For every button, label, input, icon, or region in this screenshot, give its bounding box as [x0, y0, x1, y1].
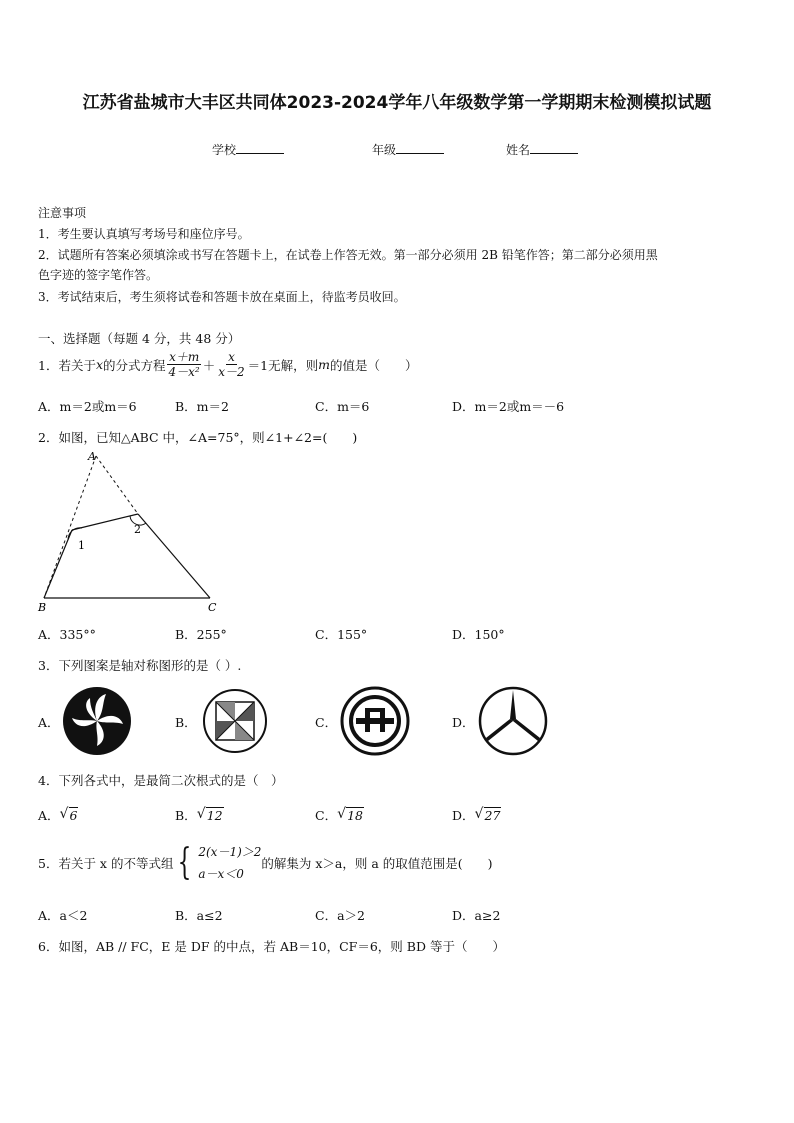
section-heading: 一、选择题（每题 4 分，共 48 分） — [38, 331, 241, 346]
q2-option-b[interactable]: B．255° — [175, 627, 227, 642]
q1-option-d[interactable]: D．m＝2或m＝－6 — [452, 399, 565, 414]
bauhinia-logo-icon — [62, 686, 132, 756]
q4-b-label: B． — [175, 808, 197, 823]
q4-c-label: C． — [315, 808, 338, 823]
sqrt-symbol: √ 27 — [474, 806, 501, 823]
q5-inequality-system — [173, 841, 261, 885]
angle-2-label: 2 — [134, 523, 141, 536]
question-5 — [38, 841, 493, 885]
q1-mid: 的分式方程 — [103, 357, 166, 373]
angle-1-label: 1 — [78, 539, 85, 552]
q1-var: x — [95, 357, 104, 372]
q4-option-c[interactable] — [315, 806, 364, 824]
q5-option-c[interactable]: C．a＞2 — [315, 908, 365, 923]
note-item: 3．考试结束后，考生须将试卷和答题卡放在桌面上，待监考员收回。 — [38, 290, 406, 304]
pinwheel-logo-icon — [202, 688, 268, 754]
name-label: 姓名 — [506, 143, 531, 157]
q4-c-radicand: 18 — [347, 808, 363, 823]
sqrt-symbol: √ 12 — [196, 806, 223, 823]
q5-option-d[interactable]: D．a≥2 — [452, 908, 501, 923]
note-item: 1．考生要认真填写考场号和座位序号。 — [38, 227, 250, 241]
side-ac-dashed — [96, 456, 138, 514]
q1-fraction-1 — [167, 350, 202, 379]
notes-heading: 注意事项 — [38, 206, 87, 220]
q4-a-radicand: 6 — [69, 808, 78, 823]
note-item: 色字迹的签字笔作答。 — [38, 268, 159, 282]
q5-option-b[interactable]: B．a≤2 — [175, 908, 223, 923]
grade-field — [372, 141, 444, 158]
q5-post: 的解集为 x＞a，则 a 的取值范围是( ) — [261, 856, 493, 871]
question-1 — [38, 350, 418, 379]
q4-option-d[interactable] — [452, 806, 501, 824]
question-6: 6．如图，AB // FC，E 是 DF 的中点，若 AB＝10，CF＝6，则 BD 等于（ ） — [38, 939, 505, 954]
name-field — [506, 141, 578, 158]
side-ab-dashed — [44, 456, 96, 598]
q4-d-label: D． — [452, 808, 475, 823]
q2-option-a[interactable]: A．335°° — [38, 627, 96, 642]
brace-symbol: { — [178, 842, 192, 883]
q1-var2: m — [318, 357, 330, 372]
q4-b-radicand: 12 — [206, 808, 223, 823]
q1-f1-num: x＋m — [169, 350, 200, 364]
q5-option-a[interactable]: A．a＜2 — [38, 908, 88, 923]
question-3: 3．下列图案是轴对称图形的是（ ）. — [38, 658, 242, 673]
q4-option-b[interactable] — [175, 806, 224, 824]
vertex-c-label: C — [208, 601, 217, 614]
school-label: 学校 — [212, 143, 237, 157]
q1-post: 的值是（ ） — [329, 357, 418, 373]
q1-option-b[interactable]: B．m＝2 — [175, 399, 229, 414]
q2-option-d[interactable]: D．150° — [452, 627, 505, 642]
note-item: 2．试题所有答案必须填涂或书写在答题卡上，在试卷上作答无效。第一部分必须用 2B 铅笔作答；第二部分必须用黑 — [38, 248, 658, 262]
sqrt-symbol: √ 18 — [337, 806, 363, 823]
q1-option-c[interactable]: C．m＝6 — [315, 399, 370, 414]
question-4: 4．下列各式中，是最简二次根式的是（ ） — [38, 773, 284, 788]
grade-blank[interactable] — [396, 141, 444, 154]
school-blank[interactable] — [236, 141, 284, 154]
q4-a-label: A． — [38, 808, 60, 823]
q3-option-a[interactable]: A． — [38, 715, 60, 730]
school-field — [212, 141, 284, 158]
q1-eq: ＝1无解，则 — [247, 357, 319, 373]
question-2: 2．如图，已知△ABC 中，∠A=75°，则∠1+∠2=( ) — [38, 430, 358, 445]
page-title: 江苏省盐城市大丰区共同体2023-2024学年八年级数学第一学期期末检测模拟试题 — [82, 93, 712, 113]
q2-triangle-figure — [30, 448, 230, 618]
q2-option-c[interactable]: C．155° — [315, 627, 368, 642]
q1-f2-num: x — [228, 350, 235, 364]
sqrt-symbol: √ 6 — [59, 806, 78, 823]
q5-line-1: 2(x－1)＞2 — [198, 845, 262, 859]
q5-line-2: a－x＜0 — [198, 867, 244, 881]
q1-f1-den: 4－x² — [168, 365, 200, 379]
q1-fraction-2 — [216, 350, 246, 379]
q4-option-a[interactable] — [38, 806, 78, 824]
q1-f2-den: x－2 — [218, 365, 245, 379]
q1-option-a[interactable]: A．m＝2或m＝6 — [38, 399, 137, 414]
vertex-b-label: B — [38, 601, 47, 614]
three-pointed-star-logo-icon — [478, 686, 548, 756]
vertex-a-label: A — [88, 450, 96, 463]
q3-option-c[interactable]: C． — [315, 715, 338, 730]
grade-label: 年级 — [372, 143, 397, 157]
q5-pre: 5．若关于 x 的不等式组 — [38, 856, 174, 871]
q1-pre: 1．若关于 — [38, 357, 96, 373]
q1-plus: ＋ — [202, 357, 216, 373]
bank-logo-icon — [340, 686, 410, 756]
q3-option-d[interactable]: D． — [452, 715, 475, 730]
q3-option-b[interactable]: B． — [175, 715, 197, 730]
name-blank[interactable] — [530, 141, 578, 154]
q4-d-radicand: 27 — [484, 808, 501, 823]
